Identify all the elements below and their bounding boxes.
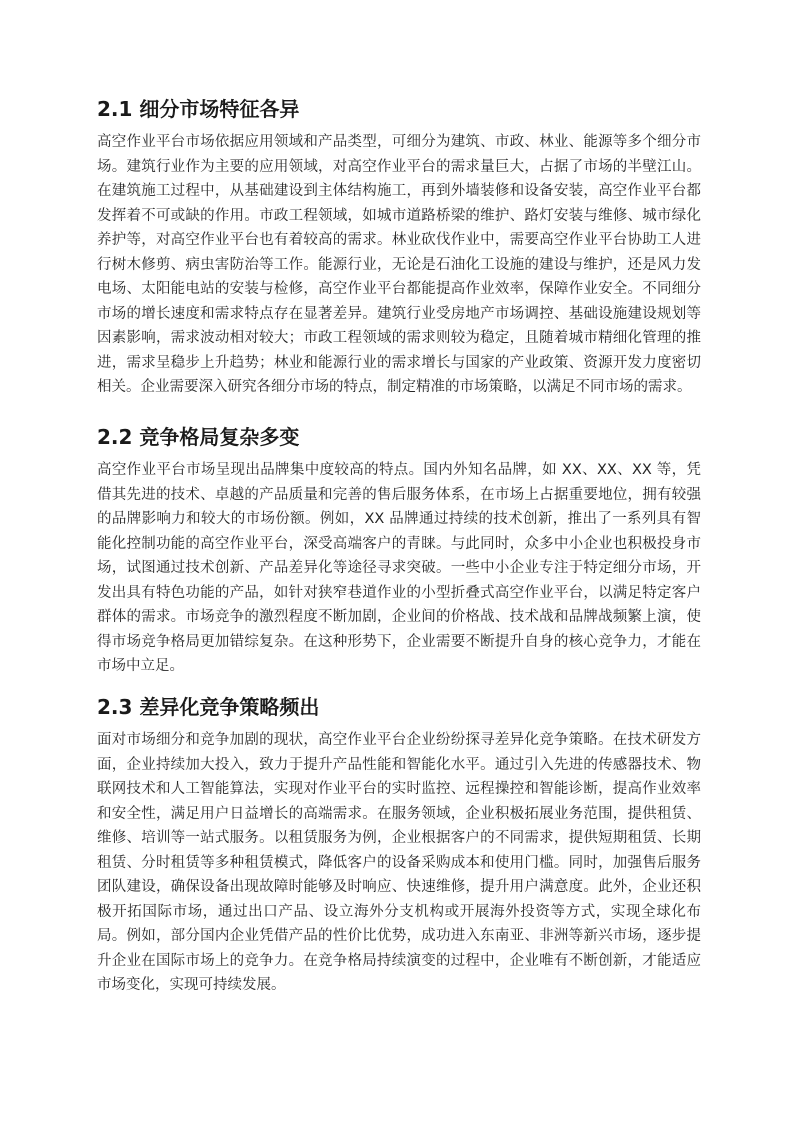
section-2-2 <box>97 420 701 679</box>
section-2-1 <box>97 92 701 400</box>
section-paragraph: 高空作业平台市场依据应用领域和产品类型，可细分为建筑、市政、林业、能源等多个细分市场。建筑行业作为主要的应用领域，对高空作业平台的需求量巨大，占据了市场的半壁江山。在建筑施工过程中，从基础建设到主体结构施工，再到外墙装修和设备安装，高空作业平台都发挥着不可或缺的作用。市政工程领域，如城市道路桥梁的维护、路灯安装与维修、城市绿化养护等，对高空作业平台也有着较高的需求。林业砍伐作业中，需要高空作业平台协助工人进行树木修剪、病虫害防治等工作。能源行业，无论是石油化工设施的建设与维护，还是风力发电场、太阳能电站的安装与检修，高空作业平台都能提高作业效率，保障作业安全。不同细分市场的增长速度和需求特点存在显著差异。建筑行业受房地产市场调控、基础设施建设规划等因素影响，需求波动相对较大；市政工程领域的需求则较为稳定，且随着城市精细化管理的推进，需求呈稳步上升趋势；林业和能源行业的需求增长与国家的产业政策、资源开发力度密切相关。企业需要深入研究各细分市场的特点，制定精准的市场策略，以满足不同市场的需求。 <box>97 134 701 395</box>
section-heading: 2.2 竞争格局复杂多变 <box>97 425 300 449</box>
section-heading: 2.3 差异化竞争策略频出 <box>97 695 320 719</box>
section-paragraph: 面对市场细分和竞争加剧的现状，高空作业平台企业纷纷探寻差异化竞争策略。在技术研发方面，企业持续加大投入，致力于提升产品性能和智能化水平。通过引入先进的传感器技术、物联网技术和人工智能算法，实现对作业平台的实时监控、远程操控和智能诊断，提高作业效率和安全性，满足用户日益增长的高端需求。在服务领域，企业积极拓展业务范围，提供租赁、维修、培训等一站式服务。以租赁服务为例，企业根据客户的不同需求，提供短期租赁、长期租赁、分时租赁等多种租赁模式，降低客户的设备采购成本和使用门槛。同时，加强售后服务团队建设，确保设备出现故障时能够及时响应、快速维修，提升用户满意度。此外，企业还积极开拓国际市场，通过出口产品、设立海外分支机构或开展海外投资等方式，实现全球化布局。例如，部分国内企业凭借产品的性价比优势，成功进入东南亚、非洲等新兴市场，逐步提升企业在国际市场上的竞争力。在竞争格局持续演变的过程中，企业唯有不断创新，才能适应市场变化，实现可持续发展。 <box>97 732 701 993</box>
section-heading: 2.1 细分市场特征各异 <box>97 97 300 121</box>
section-paragraph: 高空作业平台市场呈现出品牌集中度较高的特点。国内外知名品牌，如 XX、XX、XX 等，凭借其先进的技术、卓越的产品质量和完善的售后服务体系，在市场上占据重要地位，拥有较强的品牌影响力和较大的市场份额。例如，XX 品牌通过持续的技术创新，推出了一系列具有智能化控制功能的高空作业平台，深受高端客户的青睐。与此同时，众多中小企业也积极投身市场，试图通过技术创新、产品差异化等途径寻求突破。一些中小企业专注于特定细分市场，开发出具有特色功能的产品，如针对狭窄巷道作业的小型折叠式高空作业平台，以满足特定客户群体的需求。市场竞争的激烈程度不断加剧，企业间的价格战、技术战和品牌战频繁上演，使得市场竞争格局更加错综复杂。在这种形势下，企业需要不断提升自身的核心竞争力，才能在市场中立足。 <box>97 462 701 674</box>
section-2-3 <box>97 690 701 998</box>
